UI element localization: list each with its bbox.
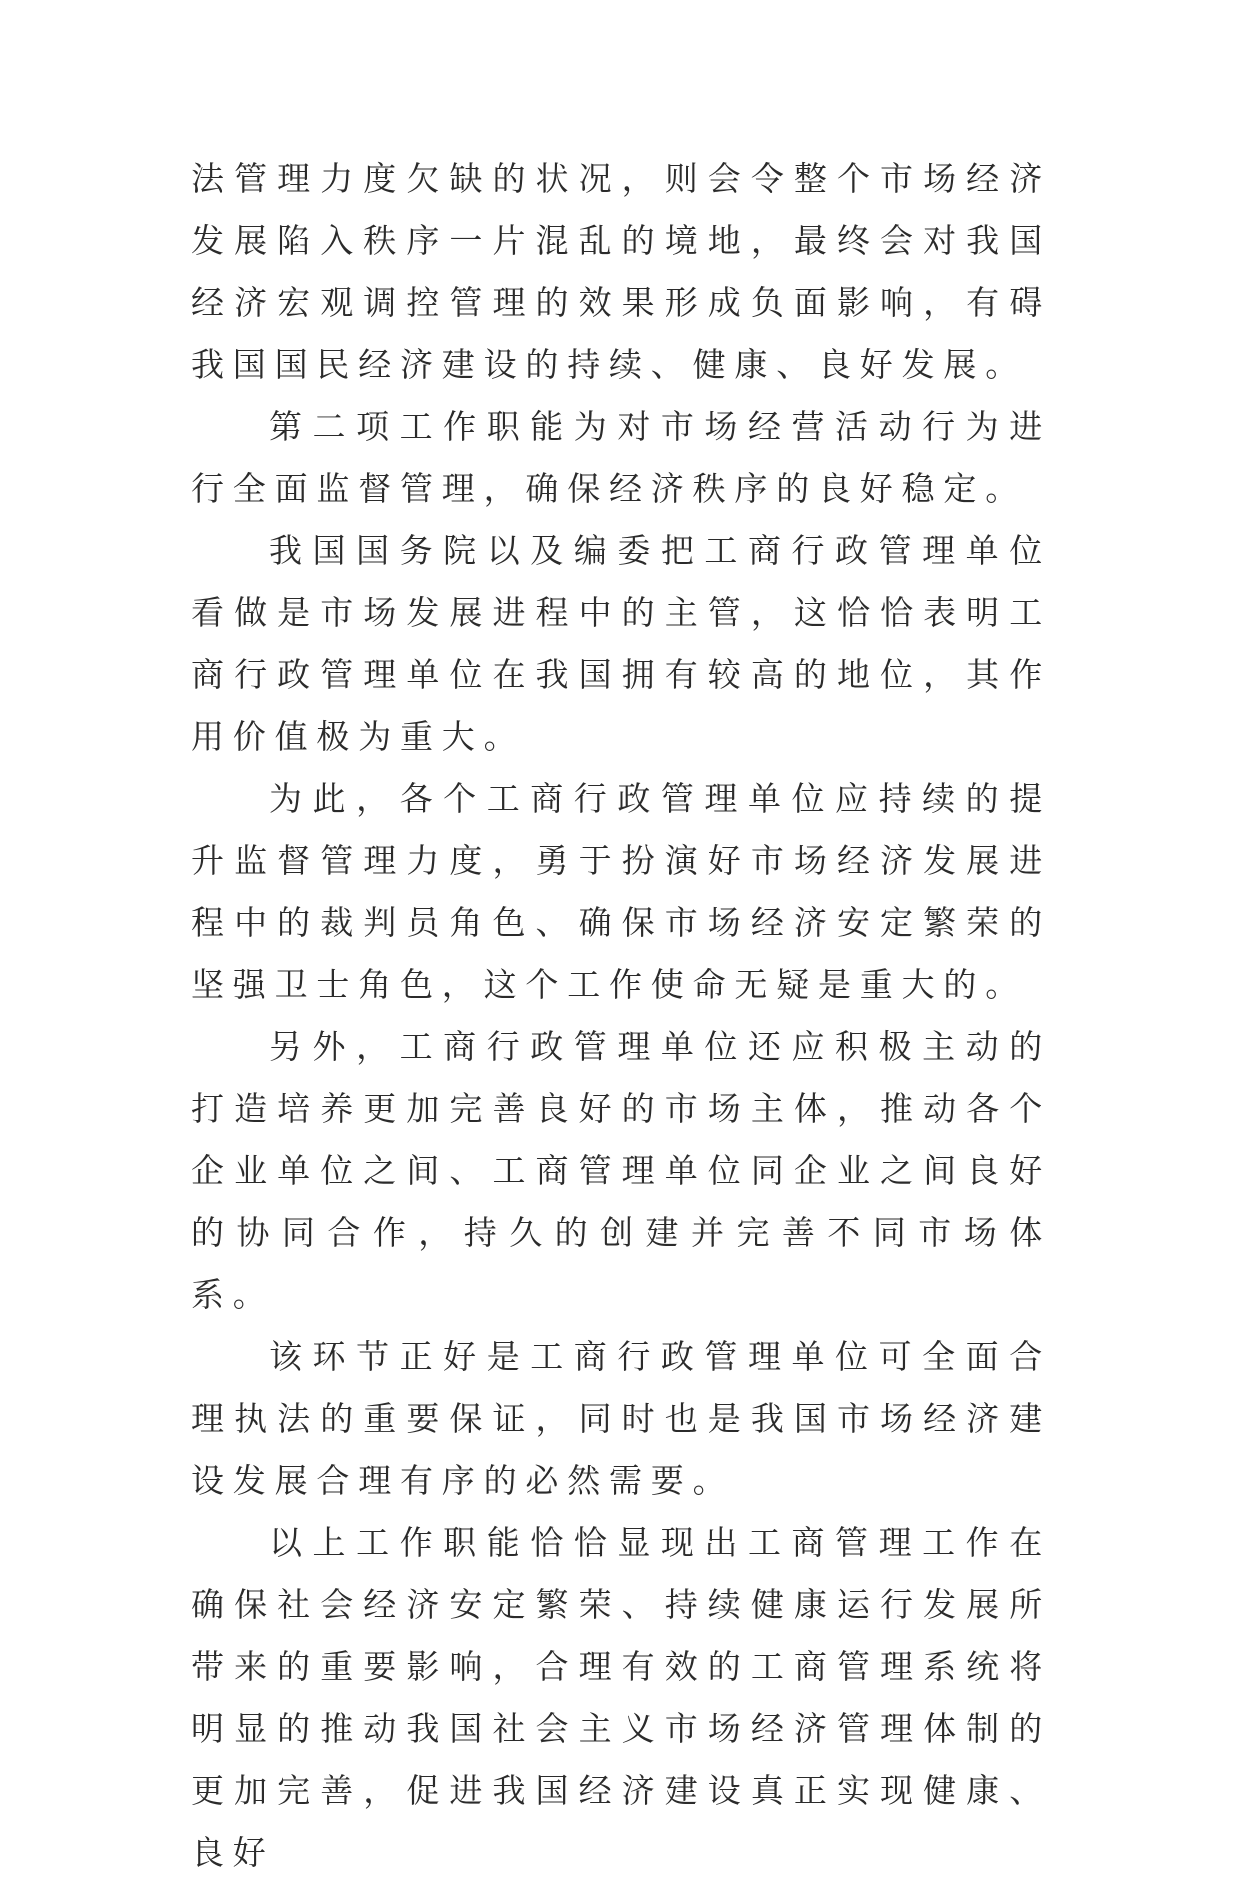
paragraph-market-entities: 另外，工商行政管理单位还应积极主动的打造培养更加完善良好的市场主体，推动各个企业单位之间、工商管理单位同企业之间良好的协同合作，持久的创建并完善不同市场体系。 (191, 1027, 1051, 1314)
paragraph-continuation: 法管理力度欠缺的状况，则会令整个市场经济发展陷入秩序一片混乱的境地，最终会对我国经济宏观调控管理的效果形成负面影响，有碍我国国民经济建设的持续、健康、良好发展。 (191, 159, 1051, 384)
paragraph-second-function: 第二项工作职能为对市场经营活动行为进行全面监督管理，确保经济秩序的良好稳定。 (191, 407, 1051, 508)
document-body (191, 148, 1051, 1884)
paragraph-law-enforcement: 该环节正好是工商行政管理单位可全面合理执法的重要保证，同时也是我国市场经济建设发展合理有序的必然需要。 (191, 1337, 1051, 1500)
paragraph-supervision: 为此，各个工商行政管理单位应持续的提升监督管理力度，勇于扮演好市场经济发展进程中的裁判员角色、确保市场经济安定繁荣的坚强卫士角色，这个工作使命无疑是重大的。 (191, 779, 1051, 1004)
paragraph-summary: 以上工作职能恰恰显现出工商管理工作在确保社会经济安定繁荣、持续健康运行发展所带来的重要影响，合理有效的工商管理系统将明显的推动我国社会主义市场经济管理体制的更加完善，促进我国经济建设真正实现健康、良好 (191, 1523, 1051, 1872)
paragraph-state-council: 我国国务院以及编委把工商行政管理单位看做是市场发展进程中的主管，这恰恰表明工商行政管理单位在我国拥有较高的地位，其作用价值极为重大。 (191, 531, 1051, 756)
